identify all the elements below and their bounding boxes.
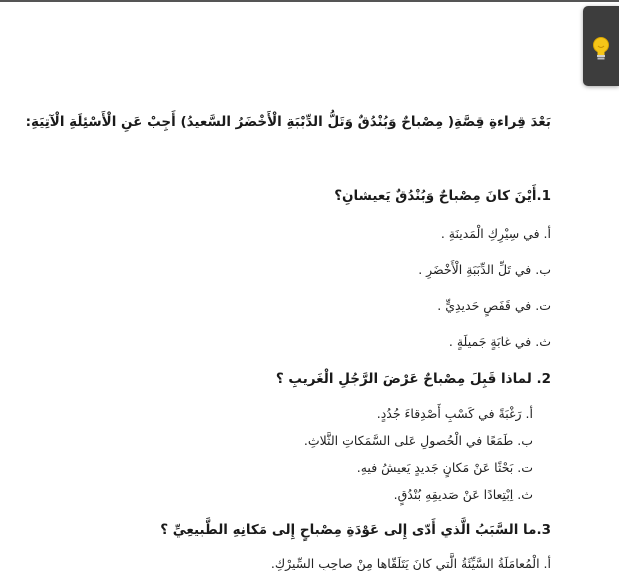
q3-option-a[interactable]: أ. الْمُعامَلَةُ السَّيِّئَةُ الَّتي كانَ يَتَلَقّاها مِنْ صاحِبِ السِّيرْكِ. bbox=[270, 556, 551, 571]
question-2: 2. لماذا قَبِلَ مِصْباحٌ عَرْضَ الرَّجُلِ الْغَريبِ ؟ bbox=[275, 371, 551, 387]
q2-option-c[interactable]: ت. بَحْثًا عَنْ مَكانٍ جَديدٍ يَعيشُ فيهِ. bbox=[356, 460, 533, 475]
q1-option-a[interactable]: أ. في سِيْرِكِ الْمَدينَةِ . bbox=[440, 226, 551, 241]
q1-option-c[interactable]: ت. في قَفَصٍ حَديدِيٍّ . bbox=[437, 298, 551, 313]
q1-option-b[interactable]: ب. في تَلِّ الدِّبَبَةِ الْأَخْضَرِ . bbox=[418, 262, 551, 277]
q2-option-a[interactable]: أ. رَغْبَةً في كَسْبِ أَصْدِقاءَ جُدُدٍ. bbox=[376, 406, 533, 421]
instruction-text: بَعْدَ قِراءةِ قِصَّةِ( مِصْباحٌ وَبُنْدُقٌ وَتَلُّ الدِّبْبَةِ الْأَخْضَرُ السَّعيدُ) أَجِبْ عَنِ الْأَسْئِلَةِ الْآتِيَةِ: bbox=[25, 114, 551, 130]
question-3: 3.ما السَّبَبُ الَّذي أَدّى إِلى عَوْدَةِ مِصْباحٍ إِلى مَكانِهِ الطَّبيعِيِّ ؟ bbox=[160, 522, 551, 538]
q2-option-d[interactable]: ث. اِبْتِعادًا عَنْ صَديقِهِ بُنْدُقٍ. bbox=[393, 487, 533, 502]
question-1: 1.أَيْنَ كانَ مِصْباحٌ وَبُنْدُقٌ يَعيشانِ؟ bbox=[334, 188, 551, 204]
q2-option-b[interactable]: ب. طَمَعًا في الْحُصولِ عَلى السَّمَكاتِ الثَّلاثِ. bbox=[303, 433, 533, 448]
q1-option-d[interactable]: ث. في غابَةٍ جَميلَةٍ . bbox=[448, 334, 551, 349]
